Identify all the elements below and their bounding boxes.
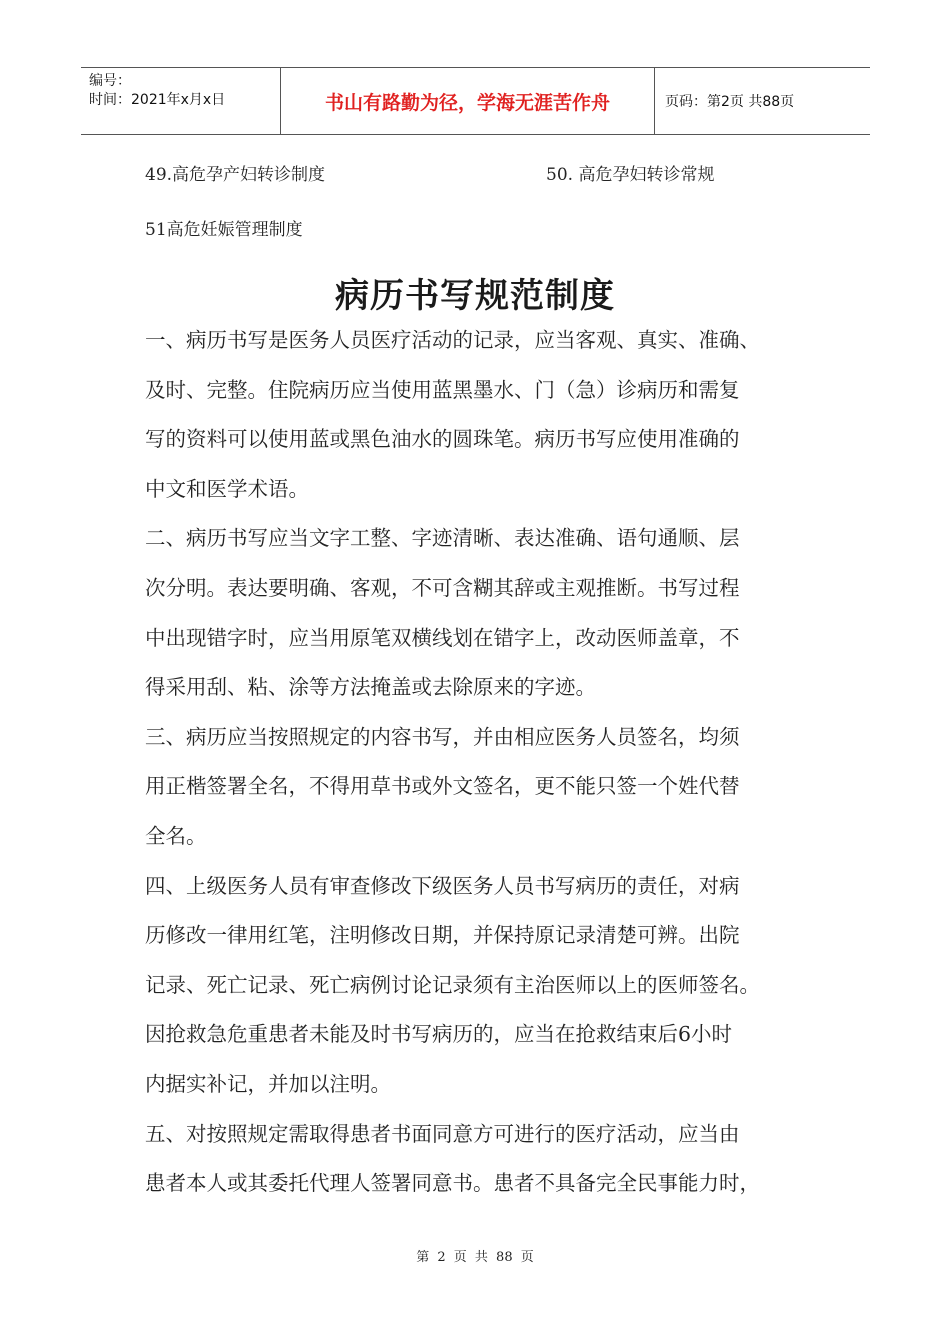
text-line: 用正楷签署全名，不得用草书或外文签名，更不能只签一个姓代替: [145, 774, 740, 799]
page-header: [81, 67, 870, 135]
text-line: 写的资料可以使用蓝或黑色油水的圆珠笔。病历书写应使用准确的: [145, 427, 740, 452]
text-line: 及时、完整。住院病历应当使用蓝黑墨水、门（急）诊病历和需复: [145, 377, 740, 402]
text-line: 一、病历书写是医务人员医疗活动的记录，应当客观、真实、准确、: [145, 328, 760, 352]
text-line: 中文和医学术语。: [145, 476, 309, 501]
text-line: 患者本人或其委托代理人签署同意书。患者不具备完全民事能力时，: [145, 1171, 760, 1196]
header-page-info: 页码：第2页 共88页: [665, 94, 795, 110]
text-line: 记录、死亡记录、死亡病例讨论记录须有主治医师以上的医师签名。: [145, 972, 760, 997]
text-line: 中出现错字时，应当用原笔双横线划在错字上，改动医师盖章，不: [145, 625, 740, 650]
text-line: 三、病历应当按照规定的内容书写，并由相应医务人员签名，均须: [145, 724, 740, 749]
toc-item-50: 50. 高危孕妇转诊常规: [546, 165, 715, 185]
text-line: 次分明。表达要明确、客观，不可含糊其辞或主观推断。书写过程: [145, 575, 740, 600]
code-label: 编号：: [89, 73, 131, 89]
text-line: 五、对按照规定需取得患者书面同意方可进行的医疗活动，应当由: [145, 1121, 740, 1146]
text-line: 二、病历书写应当文字工整、字迹清晰、表达准确、语句通顺、层: [145, 526, 740, 551]
text-line: 全名。: [145, 823, 207, 848]
header-motto: 书山有路勤为径，学海无涯苦作舟: [281, 68, 655, 134]
toc-item-51: 51高危妊娠管理制度: [145, 220, 303, 240]
toc-item-49: 49.高危孕产妇转诊制度: [145, 165, 326, 185]
text-line: 内据实补记，并加以注明。: [145, 1071, 391, 1096]
page-title: 病历书写规范制度: [335, 276, 615, 316]
body-text: [145, 316, 815, 1209]
text-line: 四、上级医务人员有审查修改下级医务人员书写病历的责任，对病: [145, 873, 740, 898]
text-line: 历修改一律用红笔，注明修改日期，并保持原记录清楚可辨。出院: [145, 923, 740, 948]
time-label: 时间：2021年x月x日: [89, 92, 226, 108]
text-line: 因抢救急危重患者未能及时书写病历的，应当在抢救结束后6小时: [145, 1022, 733, 1047]
page-footer: 第 2 页 共 88 页: [416, 1250, 534, 1265]
header-meta: [81, 68, 281, 134]
text-line: 得采用刮、粘、涂等方法掩盖或去除原来的字迹。: [145, 675, 596, 700]
